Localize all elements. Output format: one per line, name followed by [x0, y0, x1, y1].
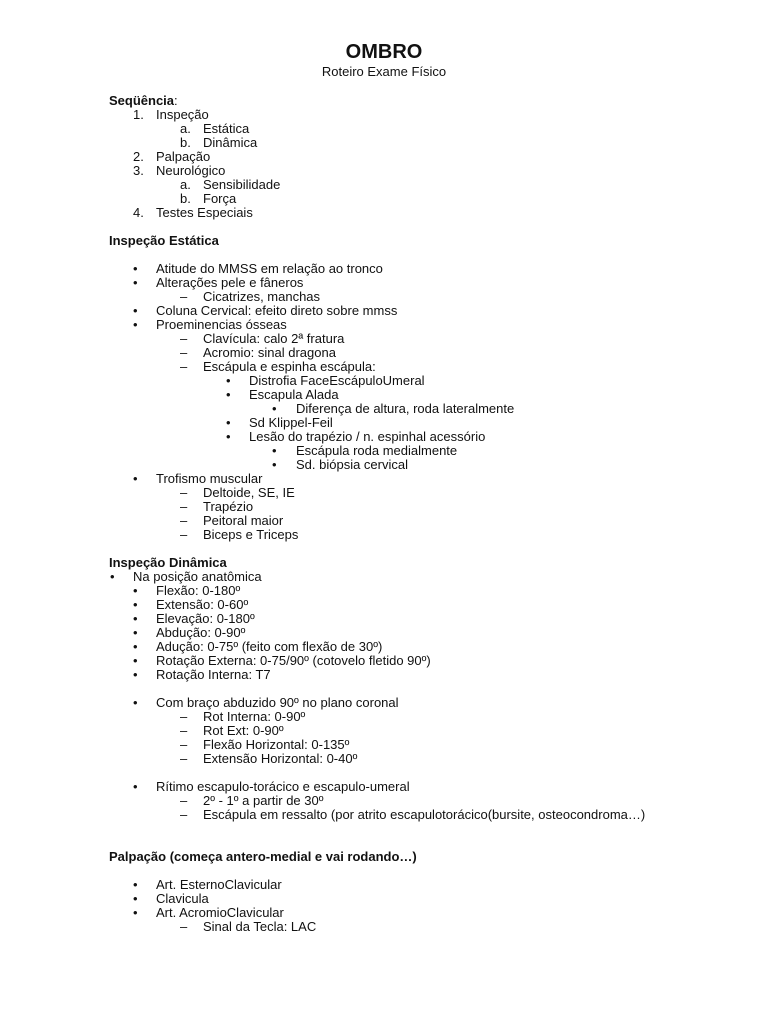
line-text: Inspeção	[156, 107, 209, 122]
line-text: Cicatrizes, manchas	[203, 289, 321, 304]
list-item	[0, 584, 768, 598]
section-heading-text	[109, 234, 219, 248]
list-item	[0, 710, 768, 724]
list-item	[0, 570, 768, 584]
list-item	[0, 668, 768, 682]
line-text: Escapula Alada	[249, 387, 339, 402]
line-text: Força	[203, 191, 237, 206]
list-item-text	[203, 528, 298, 542]
line-text: Estática	[203, 121, 250, 136]
list-item-text	[203, 122, 249, 136]
line-text: Trapézio	[203, 499, 254, 514]
line-text: Lesão do trapézio / n. espinhal acessório	[249, 429, 486, 444]
list-dash-marker: –	[180, 527, 188, 542]
line-text: Alterações pele e fâneros	[156, 275, 304, 290]
line-text: Flexão Horizontal: 0-135º	[203, 737, 350, 752]
list-bullet-marker: •	[272, 443, 277, 458]
list-item-text	[156, 150, 210, 164]
list-item-text	[203, 192, 236, 206]
list-dash-marker: –	[180, 737, 188, 752]
list-item	[0, 878, 768, 892]
list-item-text	[156, 878, 282, 892]
list-item	[0, 486, 768, 500]
list-item	[0, 472, 768, 486]
list-bullet-marker: •	[226, 373, 231, 388]
list-item	[0, 360, 768, 374]
list-item	[0, 430, 768, 444]
line-text: Extensão Horizontal: 0-40º	[203, 751, 358, 766]
list-bullet-marker: •	[133, 275, 138, 290]
list-item	[0, 626, 768, 640]
list-bullet-marker: •	[133, 639, 138, 654]
line-text: Biceps e Triceps	[203, 527, 299, 542]
list-dash-marker: –	[180, 709, 188, 724]
list-item-text	[249, 430, 485, 444]
list-item-text	[203, 178, 280, 192]
list-item-text	[203, 808, 645, 822]
list-item-text	[156, 696, 399, 710]
list-item	[0, 136, 768, 150]
line-text: Dinâmica	[203, 135, 258, 150]
line-text: Deltoide, SE, IE	[203, 485, 295, 500]
list-item	[0, 192, 768, 206]
line-text: Escápula e espinha escápula:	[203, 359, 376, 374]
list-dash-marker: –	[180, 485, 188, 500]
list-item-text	[296, 402, 514, 416]
list-item-text	[296, 458, 408, 472]
list-item-text	[156, 640, 382, 654]
list-number-marker: 3.	[133, 163, 144, 178]
list-bullet-marker: •	[133, 303, 138, 318]
list-bullet-marker: •	[133, 779, 138, 794]
list-item-text	[203, 752, 357, 766]
list-item-text	[156, 276, 303, 290]
list-item	[0, 150, 768, 164]
list-dash-marker: –	[180, 499, 188, 514]
line-text: Clavícula: calo 2ª fratura	[203, 331, 345, 346]
list-item-text	[156, 612, 255, 626]
list-item-text	[203, 514, 283, 528]
line-text: Sd Klippel-Feil	[249, 415, 333, 430]
line-text: Clavicula	[156, 891, 209, 906]
line-text: Flexão: 0-180º	[156, 583, 241, 598]
list-item-text	[156, 584, 240, 598]
list-item	[0, 738, 768, 752]
section-heading	[0, 850, 768, 864]
list-item-text	[203, 346, 336, 360]
line-tail: :	[174, 93, 178, 108]
line-text: Art. EsternoClavicular	[156, 877, 282, 892]
list-item	[0, 794, 768, 808]
list-dash-marker: –	[180, 513, 188, 528]
line-text: Elevação: 0-180º	[156, 611, 255, 626]
line-text: Sensibilidade	[203, 177, 281, 192]
list-item-text	[203, 500, 253, 514]
section-heading	[0, 94, 768, 108]
list-item	[0, 500, 768, 514]
list-dash-marker: –	[180, 289, 188, 304]
list-item-text	[156, 668, 271, 682]
list-item	[0, 374, 768, 388]
list-bullet-marker: •	[133, 877, 138, 892]
list-bullet-marker: •	[226, 415, 231, 430]
list-item	[0, 178, 768, 192]
line-text: Distrofia FaceEscápuloUmeral	[249, 373, 425, 388]
section-heading-text	[109, 556, 227, 570]
list-bullet-marker: •	[133, 695, 138, 710]
line-text: Rot Ext: 0-90º	[203, 723, 284, 738]
list-bullet-marker: •	[133, 667, 138, 682]
line-text: Rotação Externa: 0-75/90º (cotovelo fletido 90º)	[156, 653, 431, 668]
list-item	[0, 528, 768, 542]
list-item	[0, 444, 768, 458]
list-bullet-marker: •	[133, 583, 138, 598]
list-bullet-marker: •	[133, 261, 138, 276]
list-item-text	[249, 388, 339, 402]
list-item-text	[156, 598, 248, 612]
list-item	[0, 598, 768, 612]
section-heading-text	[109, 850, 417, 864]
line-text: Seqüência	[109, 93, 175, 108]
section-heading	[0, 234, 768, 248]
list-bullet-marker: •	[226, 429, 231, 444]
line-text: Rítimo escapulo-torácico e escapulo-umeral	[156, 779, 410, 794]
list-bullet-marker: •	[133, 611, 138, 626]
list-bullet-marker: •	[133, 653, 138, 668]
list-item-text	[203, 710, 305, 724]
list-item-text	[203, 290, 320, 304]
list-dash-marker: –	[180, 919, 188, 934]
section-heading-text	[109, 94, 178, 108]
list-item-text	[203, 360, 376, 374]
line-text: 2º - 1º a partir de 30º	[203, 793, 324, 808]
line-text: Com braço abduzido 90º no plano coronal	[156, 695, 399, 710]
list-number-marker: 2.	[133, 149, 144, 164]
list-bullet-marker: •	[133, 471, 138, 486]
line-text: Diferença de altura, roda lateralmente	[296, 401, 515, 416]
line-text: Inspeção Dinâmica	[109, 555, 227, 570]
list-dash-marker: –	[180, 751, 188, 766]
line-text: Peitoral maior	[203, 513, 284, 528]
line-text: Sinal da Tecla: LAC	[203, 919, 317, 934]
list-bullet-marker: •	[272, 457, 277, 472]
list-bullet-marker: •	[133, 625, 138, 640]
list-item	[0, 892, 768, 906]
list-item-text	[203, 136, 257, 150]
document-title: OMBRO	[345, 41, 423, 63]
line-text: Acromio: sinal dragona	[203, 345, 336, 360]
list-item-text	[156, 472, 262, 486]
list-item	[0, 276, 768, 290]
list-dash-marker: –	[180, 793, 188, 808]
line-text: Inspeção Estática	[109, 233, 219, 248]
list-item	[0, 724, 768, 738]
list-item	[0, 640, 768, 654]
line-text: Na posição anatômica	[133, 569, 262, 584]
list-dash-marker: –	[180, 345, 188, 360]
list-item-text	[203, 920, 316, 934]
list-item	[0, 318, 768, 332]
line-text: Extensão: 0-60º	[156, 597, 249, 612]
list-bullet-marker: •	[133, 597, 138, 612]
list-item-text	[156, 892, 209, 906]
list-item	[0, 780, 768, 794]
list-item-text	[203, 738, 349, 752]
list-item-text	[156, 318, 287, 332]
list-number-marker: 4.	[133, 205, 144, 220]
line-text: Testes Especiais	[156, 205, 253, 220]
line-text: Trofismo muscular	[156, 471, 263, 486]
list-number-marker: 1.	[133, 107, 144, 122]
list-item	[0, 808, 768, 822]
line-text: Art. AcromioClavicular	[156, 905, 284, 920]
line-text: Sd. biópsia cervical	[296, 457, 408, 472]
list-item-text	[203, 332, 344, 346]
list-item-text	[156, 164, 225, 178]
list-item	[0, 752, 768, 766]
list-bullet-marker: •	[133, 905, 138, 920]
list-bullet-marker: •	[226, 387, 231, 402]
list-number-marker: a.	[180, 177, 191, 192]
line-text: Proeminencias ósseas	[156, 317, 287, 332]
list-item	[0, 332, 768, 346]
list-number-marker: b.	[180, 135, 191, 150]
list-number-marker: b.	[180, 191, 191, 206]
list-dash-marker: –	[180, 359, 188, 374]
line-text: Atitude do MMSS em relação ao tronco	[156, 261, 383, 276]
list-item	[0, 612, 768, 626]
list-item	[0, 458, 768, 472]
list-bullet-marker: •	[272, 401, 277, 416]
list-item	[0, 206, 768, 220]
line-text: Abdução: 0-90º	[156, 625, 246, 640]
list-item	[0, 696, 768, 710]
list-item-text	[156, 262, 383, 276]
line-text: Palpação (começa antero-medial e vai rodando…)	[109, 849, 417, 864]
list-item-text	[296, 444, 457, 458]
list-item-text	[156, 206, 253, 220]
list-item	[0, 346, 768, 360]
list-item-text	[249, 416, 333, 430]
list-item-text	[156, 626, 245, 640]
line-text: Neurológico	[156, 163, 226, 178]
list-dash-marker: –	[180, 807, 188, 822]
list-item-text	[203, 486, 295, 500]
list-item	[0, 122, 768, 136]
list-bullet-marker: •	[133, 317, 138, 332]
list-item	[0, 920, 768, 934]
list-item	[0, 906, 768, 920]
list-item-text	[156, 780, 410, 794]
list-item	[0, 304, 768, 318]
list-item	[0, 164, 768, 178]
list-dash-marker: –	[180, 331, 188, 346]
list-item	[0, 416, 768, 430]
list-item-text	[133, 570, 262, 584]
list-item	[0, 290, 768, 304]
list-item	[0, 388, 768, 402]
line-text: Coluna Cervical: efeito direto sobre mmss	[156, 303, 398, 318]
line-text: Rotação Interna: T7	[156, 667, 271, 682]
line-text: Rot Interna: 0-90º	[203, 709, 306, 724]
line-text: Escápula roda medialmente	[296, 443, 458, 458]
list-item-text	[249, 374, 425, 388]
list-item-text	[156, 906, 284, 920]
line-text: Escápula em ressalto (por atrito escapulotorácico(bursite, osteocondroma…)	[203, 807, 646, 822]
list-item-text	[203, 724, 284, 738]
list-item	[0, 262, 768, 276]
list-bullet-marker: •	[133, 891, 138, 906]
list-item	[0, 108, 768, 122]
list-number-marker: a.	[180, 121, 191, 136]
document-subtitle: Roteiro Exame Físico	[321, 64, 447, 79]
line-text: Palpação	[156, 149, 211, 164]
list-item-text	[203, 794, 323, 808]
list-item-text	[156, 654, 431, 668]
section-heading	[0, 556, 768, 570]
list-dash-marker: –	[180, 723, 188, 738]
list-item-text	[156, 304, 397, 318]
list-item	[0, 402, 768, 416]
list-item	[0, 514, 768, 528]
list-item	[0, 654, 768, 668]
line-text: Adução: 0-75º (feito com flexão de 30º)	[156, 639, 383, 654]
list-bullet-marker: •	[110, 569, 115, 584]
list-item-text	[156, 108, 209, 122]
